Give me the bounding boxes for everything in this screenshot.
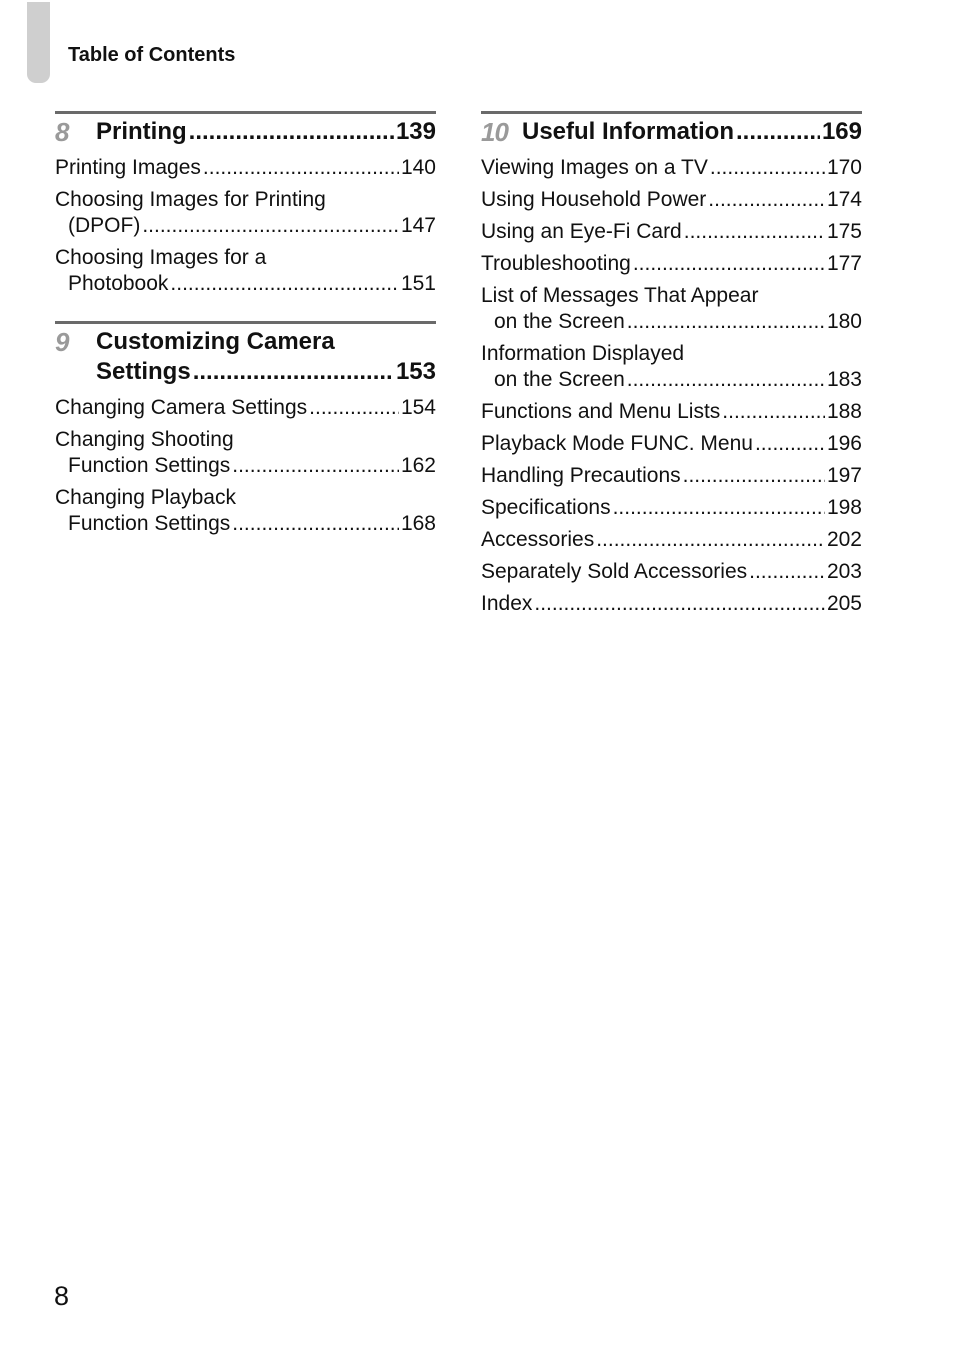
dot-leader	[710, 155, 825, 181]
toc-entry[interactable]	[55, 187, 436, 239]
entry-page: 205	[826, 592, 862, 615]
entry-title: Handling Precautions	[481, 464, 681, 487]
entry-title-line: Changing Shooting	[55, 428, 234, 451]
dot-leader	[596, 527, 825, 553]
entry-title-line: Choosing Images for Printing	[55, 188, 326, 211]
dot-leader	[708, 187, 825, 213]
toc-entry[interactable]	[55, 395, 436, 421]
entry-page: 168	[400, 512, 436, 535]
toc-column-left	[55, 111, 436, 561]
dot-leader	[749, 559, 825, 585]
entry-page: 203	[826, 560, 862, 583]
entry-page: 147	[400, 214, 436, 237]
toc-entry[interactable]	[55, 485, 436, 537]
toc-entry[interactable]	[481, 219, 862, 245]
entry-page: 183	[826, 368, 862, 391]
entry-page: 180	[826, 310, 862, 333]
entry-title: Accessories	[481, 528, 595, 551]
entry-title: Troubleshooting	[481, 252, 631, 275]
dot-leader	[142, 213, 399, 239]
dot-leader	[627, 367, 825, 393]
dot-leader	[534, 591, 825, 617]
dot-leader	[232, 511, 399, 537]
chapter-number: 10	[481, 117, 508, 147]
entry-title: Functions and Menu Lists	[481, 400, 721, 423]
entry-page: 177	[826, 252, 862, 275]
dot-leader	[627, 309, 825, 335]
dot-leader	[684, 219, 825, 245]
toc-section	[55, 111, 436, 297]
entry-title: Function Settings	[68, 512, 231, 535]
entry-title: Photobook	[68, 272, 169, 295]
entry-title: on the Screen	[494, 310, 625, 333]
toc-section	[481, 111, 862, 617]
chapter-number: 8	[55, 117, 70, 147]
dot-leader	[613, 495, 825, 521]
entry-title: Using Household Power	[481, 188, 707, 211]
entry-page: 170	[826, 156, 862, 179]
entry-page: 154	[400, 396, 436, 419]
entry-page: 175	[826, 220, 862, 243]
entry-title: Using an Eye-Fi Card	[481, 220, 682, 243]
toc-entry[interactable]	[55, 245, 436, 297]
toc-entry[interactable]	[481, 431, 862, 457]
dot-leader	[309, 395, 399, 421]
entry-page: 162	[400, 454, 436, 477]
chapter-title: Printing	[96, 118, 187, 145]
entry-title: Index	[481, 592, 533, 615]
toc-entry[interactable]	[481, 559, 862, 585]
dot-leader	[232, 453, 399, 479]
section-heading[interactable]	[481, 117, 862, 147]
chapter-title: Settings	[96, 358, 191, 385]
toc-entry[interactable]	[481, 251, 862, 277]
toc-section	[55, 321, 436, 537]
entry-title: Viewing Images on a TV	[481, 156, 708, 179]
toc-entry[interactable]	[481, 399, 862, 425]
toc-entry[interactable]	[481, 495, 862, 521]
dot-leader	[193, 357, 394, 387]
toc-entry[interactable]	[481, 591, 862, 617]
entry-title: Playback Mode FUNC. Menu	[481, 432, 753, 455]
chapter-title: Useful Information	[522, 118, 735, 145]
entry-title: Function Settings	[68, 454, 231, 477]
toc-entry[interactable]	[55, 427, 436, 479]
entry-title: (DPOF)	[68, 214, 141, 237]
entry-page: 202	[826, 528, 862, 551]
running-header: Table of Contents	[68, 44, 236, 66]
toc-entry[interactable]	[481, 527, 862, 553]
toc-entry[interactable]	[481, 283, 862, 335]
dot-leader	[755, 431, 825, 457]
entry-page: 188	[826, 400, 862, 423]
toc-entry[interactable]	[481, 341, 862, 393]
toc-entry[interactable]	[55, 155, 436, 181]
section-heading[interactable]	[55, 117, 436, 147]
dot-leader	[683, 463, 825, 489]
chapter-page: 169	[821, 118, 862, 145]
page-number: 8	[54, 1281, 70, 1311]
dot-leader	[203, 155, 399, 181]
chapter-page: 139	[395, 118, 436, 145]
toc-column-right	[481, 111, 862, 641]
entry-title: Specifications	[481, 496, 611, 519]
entry-page: 174	[826, 188, 862, 211]
entry-page: 198	[826, 496, 862, 519]
entry-title: on the Screen	[494, 368, 625, 391]
entry-title: Changing Camera Settings	[55, 396, 308, 419]
dot-leader	[633, 251, 825, 277]
chapter-title-line: Customizing Camera	[96, 328, 335, 355]
entry-title-line: List of Messages That Appear	[481, 284, 759, 307]
entry-page: 140	[400, 156, 436, 179]
dot-leader	[170, 271, 399, 297]
toc-entry[interactable]	[481, 155, 862, 181]
entry-title-line: Changing Playback	[55, 486, 236, 509]
chapter-number: 9	[55, 327, 70, 357]
entry-title: Printing Images	[55, 156, 201, 179]
dot-leader	[189, 117, 394, 147]
entry-title-line: Choosing Images for a	[55, 246, 267, 269]
page-tab-marker	[27, 2, 50, 83]
section-heading[interactable]	[55, 327, 436, 387]
toc-entry[interactable]	[481, 187, 862, 213]
entry-page: 197	[826, 464, 862, 487]
dot-leader	[736, 117, 820, 147]
entry-title: Separately Sold Accessories	[481, 560, 748, 583]
toc-entry[interactable]	[481, 463, 862, 489]
entry-page: 151	[400, 272, 436, 295]
chapter-page: 153	[395, 358, 436, 385]
dot-leader	[722, 399, 825, 425]
entry-page: 196	[826, 432, 862, 455]
entry-title-line: Information Displayed	[481, 342, 685, 365]
